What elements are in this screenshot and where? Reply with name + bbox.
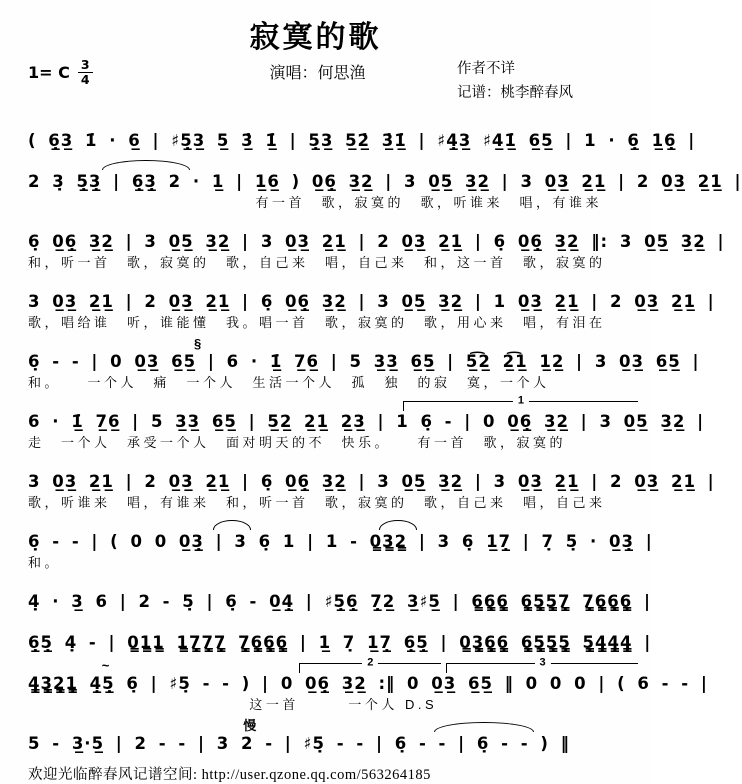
time-signature-denominator: 4 — [78, 72, 93, 87]
notation-line: 6 · 1̲̇ 7̲6̲ | 5 3̲3̲ 6̲5̲ | 5̲2̲ 2̲1̲ 2̲3̲ | 1 6̣ - | 0 0̲6̲̣ 3̲2̲ | 3 0̲5̲ 3̲2̲ | — [28, 411, 705, 431]
footer-text: 欢迎光临醉春风记谱空间: http://user.qzone.qq.com/563264185 — [28, 766, 431, 783]
segno-icon: § — [194, 335, 202, 351]
music-system — [28, 277, 715, 332]
tie-arc — [434, 722, 534, 732]
tie-arc — [379, 520, 418, 530]
song-title: 寂寞的歌 — [249, 20, 382, 55]
notation-line: 2 3̣ 5̲̣3̲̣ | 6̲̣3̲̣ 2 · 1̲ | 1̲6̲ ) 0̲6̲̣ 3̲2̲ | 3 0̲5̲ 3̲2̲ | 3 0̲3̲ 2̲1̲ | 2 0̲3̲ 2̲1̲ | — [28, 171, 742, 191]
lyrics-line: 和。 — [28, 554, 62, 570]
lyrics-line: 歌，唱给谁 听，谁能懂 我。唱一首 歌，寂寞的 歌，用心来 唱，有泪在 — [28, 314, 606, 330]
music-system — [28, 394, 705, 452]
trill-icon: ~ — [101, 657, 110, 673]
notation-line: 6̣ - - | 0 0̲3̲ 6̲5̲ | 6 · 1̲̇ 7̲6̲ | 5 3̲3̲ 6̲5̲ | 5̲͡2̲ 2̲͡1̲ 1̲2̲ | 3 0̲3̲ 6̲5̲ | — [28, 351, 700, 371]
notation-line: 6̲̣5̲̣ 4̣ - | 0̳1̳1̳ 1̳7̳̣7̳̣7̳̣ 7̳̣6̳̣6̳̣6̳̣ | 1̲ 7̣ 1̲7̲̣ 6̲̣5̲̣ | 0̳3̳̣6̳̣6̳̣ 6̳̣5̳̣5̳̣5̳̣ 5̳̣4̳̣4̳̣4̳̣ | — [28, 632, 652, 652]
tie-arc — [102, 160, 190, 170]
lyrics-line: 和。 一个人 痛 一个人 生活一个人 孤 独 的寂 寞，一个人 — [28, 374, 550, 390]
singer-label: 演唱：何思渔 — [269, 65, 366, 82]
notation-line: 4̳̣3̳̣2̳̣1̳̣ 4̲̣5̲̣ 6̣ | ♯5̣ - - ) | 0 0̲6̲̣ 3̲2̲ :‖ 0 0̲3̲ 6̲5̲ ‖ 0 0 0 | ( 6 - - | — [28, 673, 708, 693]
volta-bracket-2: 2 — [299, 663, 441, 673]
music-system — [28, 457, 715, 512]
notation-line: 6̣ - - | ( 0 0 0̲3̲̣ | 3 6̣ 1 | 1 - 0̳3̳2̳ | 3 6̣ 1̲7̲̣ | 7̣ 5̣ · 0̲3̲̣ | — [28, 531, 653, 551]
notator-label: 记谱：桃李醉春风 — [457, 84, 573, 101]
notation-line: ( 6̲̣3̲ 1̇ · 6̲ | ♯5̲̣3̲ 5̲ 3̲̇ 1̲̇ | 5̲̣3̲ 5̲2̲̇ 3̲̇1̲̇ | ♯4̲̣3̲ ♯4̲1̲̇ 6̲5̲ | 1 · 6̲̣ 1̲6̲̣ | — [28, 130, 696, 150]
author-label: 作者不详 — [457, 61, 515, 77]
music-system — [28, 577, 651, 613]
notation-line: 3 0̲3̲ 2̲1̲ | 2 0̲3̲ 2̲1̲ | 6̣ 0̲6̲̣ 3̲2̲ | 3 0̲5̲ 3̲2̲ | 3 0̲3̲ 2̲1̲ | 2 0̲3̲ 2̲1̲ | — [28, 471, 715, 491]
tie-arc — [213, 520, 252, 530]
music-system — [28, 335, 700, 392]
time-signature-numerator: 3 — [80, 57, 90, 72]
notation-line: 5 - 3̲·5̲ | 2 - - | 3 2 - | ♯5̣ - - | 6̣ - - | 6̣ - - ) ‖ — [28, 733, 570, 753]
tempo-slow-label: 慢 — [243, 717, 257, 733]
music-system — [28, 517, 653, 572]
music-system — [28, 618, 652, 654]
key-label: 1= C — [28, 62, 70, 82]
score — [28, 116, 742, 755]
music-system — [28, 157, 742, 212]
volta-bracket-1: 1 — [403, 401, 638, 411]
lyrics-line: 走 一个人 承受一个人 面对明天的不 快乐。 有一首 歌，寂寞的 — [28, 434, 567, 450]
time-signature — [78, 58, 93, 87]
header-meta — [28, 58, 643, 106]
notation-line: 3 0̲3̲ 2̲1̲ | 2 0̲3̲ 2̲1̲ | 6̣ 0̲6̲̣ 3̲2̲ | 3 0̲5̲ 3̲2̲ | 1 0̲3̲ 2̲1̲ | 2 0̲3̲ 2̲1̲ | — [28, 291, 715, 311]
notation-line: 6̣ 0̲6̲̣ 3̲2̲ | 3 0̲5̲ 3̲2̲ | 3 0̲3̲ 2̲1̲ | 2 0̲3̲ 2̲1̲ | 6̣ 0̲6̲̣ 3̲2̲ ‖: 3 0̲5̲ 3̲2̲ | — [28, 231, 725, 251]
music-system — [28, 719, 643, 755]
lyrics-line: 这一首 一个人 D.S — [249, 696, 438, 712]
key-signature — [28, 58, 178, 87]
music-system — [28, 217, 725, 272]
music-system — [28, 656, 708, 714]
lyrics-line: 和，听一首 歌，寂寞的 歌，自己来 唱，自己来 和，这一首 歌，寂寞的 — [28, 254, 606, 270]
notation-line: 4̣ · 3̲ 6 | 2 - 5̣ | 6̣ - 0̲4̲̣ | ♯5̲̣6̲̣ 7̲̣2̲ 3̲♯5̲ | 6̳6̳̣6̳̣ 6̳̣5̳̣5̳̣7̳̣ 7̳̣6̳̣6̳̣6̳̣ | — [28, 591, 651, 611]
lyrics-line: 歌，听谁来 唱，有谁来 和，听一首 歌，寂寞的 歌，自己来 唱，自己来 — [28, 494, 606, 510]
volta-bracket-3: 3 — [446, 663, 638, 673]
credits — [457, 58, 643, 106]
lyrics-line: 有一首 歌，寂寞的 歌，听谁来 唱，有谁来 — [255, 194, 603, 210]
music-system — [28, 116, 696, 152]
